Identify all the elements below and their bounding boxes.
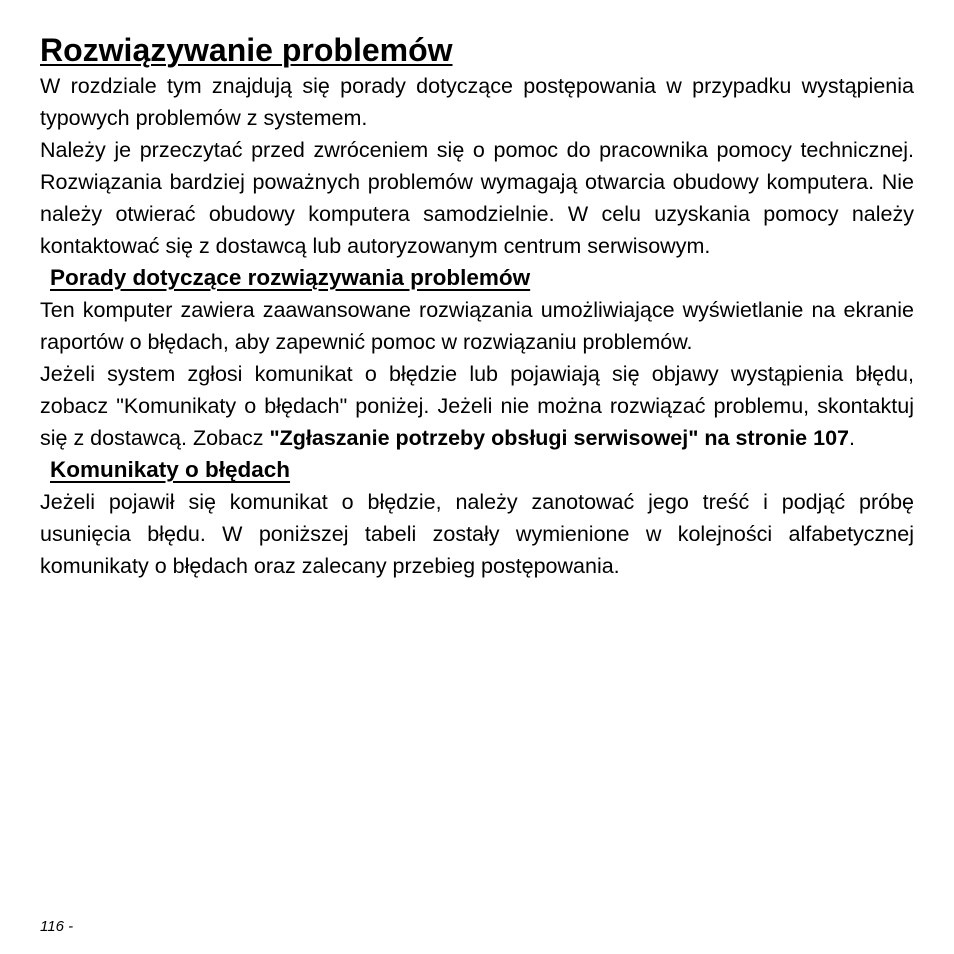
page-title: Rozwiązywanie problemów (40, 32, 453, 68)
intro-paragraph-2: Należy je przeczytać przed zwróceniem się o pomoc do pracownika pomocy technicznej. Rozwiązania bardziej poważnych problemów wymagają otwarcia obudowy komputera. Nie należy otwierać obudowy komputera samodzielnie. W celu uzyskania pomocy należy kontaktować się z dostawcą lub autoryzowanym centrum serwisowym. (40, 138, 914, 258)
tips-paragraph-1: Ten komputer zawiera zaawansowane rozwiązania umożliwiające wyświetlanie na ekranie raportów o błędach, aby zapewnić pomoc w rozwiązaniu problemów. (40, 298, 914, 354)
section-heading-errors-text: Komunikaty o błędach (50, 457, 291, 482)
intro-paragraph-1: W rozdziale tym znajdują się porady dotyczące postępowania w przypadku wystąpienia typowych problemów z systemem. (40, 74, 914, 130)
page-number: 116 - (40, 918, 74, 935)
section-heading-tips (40, 262, 914, 294)
tips-paragraph-2 (40, 358, 914, 454)
section-heading-tips-text: Porady dotyczące rozwiązywania problemów (50, 265, 531, 290)
tips-paragraph-2-end: . (848, 426, 855, 450)
section-heading-errors (40, 454, 914, 486)
errors-paragraph-1: Jeżeli pojawił się komunikat o błędzie, należy zanotować jego treść i podjąć próbę usunięcia błędu. W poniższej tabeli zostały wymienione w kolejności alfabetycznej komunikaty o błędach oraz zalecany przebieg postępowania. (40, 490, 914, 578)
cross-reference-link[interactable]: "Zgłaszanie potrzeby obsługi serwisowej" na stronie 107 (269, 426, 849, 450)
page-content (40, 30, 914, 582)
tips-paragraph-2-text: Jeżeli system zgłosi komunikat o błędzie lub pojawiają się objawy wystąpienia błędu, zobacz "Komunikaty o błędach" poniżej. Jeżeli nie można rozwiązać problemu, skontaktuj się z dostawcą. Zobacz (40, 362, 914, 450)
